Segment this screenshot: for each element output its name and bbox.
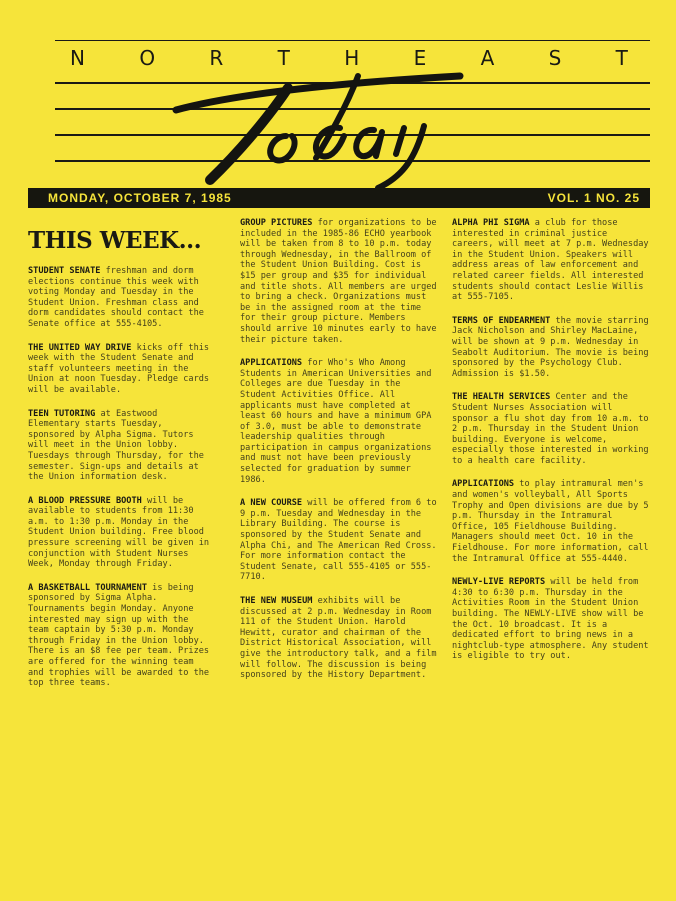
announcement-item <box>28 266 214 330</box>
announcement-item <box>240 596 440 681</box>
announcement-lead: TEEN TUTORING <box>28 408 96 419</box>
announcement-lead: TERMS OF ENDEARMENT <box>452 315 551 326</box>
announcement-lead: STUDENT SENATE <box>28 266 101 276</box>
masthead-letter: N <box>70 46 87 70</box>
announcement-lead: APPLICATIONS <box>452 479 515 490</box>
announcement-body: kicks off this week with the Student Senate and staff volunteers meeting in the Union at noon Tuesday. Pledge cards will be available. <box>28 342 210 395</box>
announcement-item <box>28 496 214 570</box>
masthead-letter: A <box>480 46 497 70</box>
announcement-item <box>240 358 440 485</box>
today-script-logo <box>168 58 468 188</box>
announcement-item <box>452 577 652 662</box>
announcement-lead: A BASKETBALL TOURNAMENT <box>28 582 147 593</box>
top-rule <box>55 40 650 41</box>
announcement-item <box>240 498 440 583</box>
announcement-lead: ALPHA PHI SIGMA <box>452 218 530 228</box>
issue-date: MONDAY, OCTOBER 7, 1985 <box>48 191 232 205</box>
section-title: THIS WEEK... <box>28 227 202 254</box>
masthead-letter: H <box>344 46 362 70</box>
announcement-body: for Who's Who Among Students in American Universities and Colleges are due Tuesday in the Student Activities Office. All applicants must have completed at least 60 hours and have a minimum GPA of 3.0, must be able to demonstrate leadership qualities through participation in campus organizations and must not have been previously selected for graduation by summer 1986. <box>240 358 432 485</box>
announcement-item <box>240 218 440 345</box>
announcement-item <box>28 409 214 483</box>
masthead-letter: S <box>548 46 564 70</box>
announcement-lead: A BLOOD PRESSURE BOOTH <box>28 495 142 506</box>
announcement-body: is being sponsored by Sigma Alpha. Tournaments begin Monday. Anyone interested may sign up with the team captain by 5:30 p.m. Monday through Friday in the Union lobby. There is an $8 fee per team. Prizes are offered for the winning team and trophies will be awarded to the top three teams. <box>28 582 210 689</box>
announcement-item <box>28 583 214 689</box>
masthead-letter: E <box>413 46 429 70</box>
announcement-body: for organizations to be included in the 1985-86 ECHO yearbook will be taken from 8 to 10 p.m. today through Wednesday, in the Ballroom of the Student Union Building. Cost is $15 per group and $35 for individual and title shots. All members are urged to bring a check. Organizations must be in the assigned room at the time for their group picture. Members should arrive 10 minutes early to have their picture taken. <box>240 218 437 345</box>
announcement-item <box>452 392 652 466</box>
announcement-lead: THE UNITED WAY DRIVE <box>28 342 132 353</box>
announcement-body: exhibits will be discussed at 2 p.m. Wednesday in Room 111 of the Student Union. Harold Hewitt, curator and chairman of the District Historical Association, will give the introductory talk, and a film will follow. The discussion is being sponsored by the History Department. <box>240 596 437 681</box>
masthead-letter: O <box>139 46 158 70</box>
masthead-letter: T <box>615 46 630 70</box>
announcement-item <box>452 316 652 380</box>
announcement-lead: THE NEW MUSEUM <box>240 596 313 606</box>
announcement-lead: THE HEALTH SERVICES <box>452 392 551 403</box>
announcement-body: will be offered from 6 to 9 p.m. Tuesday and Wednesday in the Library Building. The course is sponsored by the Student Senate and Alpha Chi, and The American Red Cross. For more information contact the Student Senate, call 555-4105 or 555-7710. <box>240 498 437 583</box>
announcement-body: Center and the Student Nurses Association will sponsor a flu shot day from 10 a.m. to 2 p.m. Thursday in the Student Union building. Everyone is welcome, especially those interested in working to a health care facility. <box>452 392 649 466</box>
date-bar <box>28 188 650 208</box>
column-3 <box>452 218 652 675</box>
announcement-item <box>28 343 214 396</box>
column-2 <box>240 218 440 694</box>
announcement-lead: GROUP PICTURES <box>240 218 313 228</box>
masthead-letter: T <box>277 46 292 70</box>
announcement-item <box>452 218 652 303</box>
announcement-body: the movie starring Jack Nicholson and Shirley MacLaine, will be shown at 9 p.m. Wednesday in Seabolt Auditorium. The movie is being sponsored by the Psychology Club. Admission is $1.50. <box>452 315 649 379</box>
announcement-body: a club for those interested in criminal justice careers, will meet at 7 p.m. Wednesday in the Student Union. Speakers will address areas of law enforcement and related career fields. All interested students should contact Leslie Willis at 555-7105. <box>452 218 649 303</box>
masthead-letter: R <box>209 46 226 70</box>
announcement-body: will be held from 4:30 to 6:30 p.m. Thursday in the Activities Room in the Student Union building. The NEWLY-LIVE show will be the Oct. 10 broadcast. It is a dedicated effort to bring news in a nightclub-type atmosphere. Any student is eligible to try out. <box>452 577 649 662</box>
issue-volume: VOL. 1 NO. 25 <box>547 191 640 205</box>
announcement-lead: APPLICATIONS <box>240 358 303 369</box>
announcement-lead: A NEW COURSE <box>240 498 303 509</box>
announcement-item <box>452 479 652 564</box>
announcement-body: to play intramural men's and women's volleyball, All Sports Trophy and Open divisions are due by 5 p.m. Thursday in the Intramural Office, 105 Fieldhouse Building. Managers should meet Oct. 10 in the Fieldhouse. For more information, call the Intramural Office at 555-4440. <box>452 479 649 564</box>
announcement-lead: NEWLY-LIVE REPORTS <box>452 577 546 588</box>
column-1 <box>28 218 214 702</box>
announcement-body: at Eastwood Elementary starts Tuesday, sponsored by Alpha Sigma. Tutors will meet in the Union lobby. Tuesdays through Thursday, for the semester. Sign-ups and details at the Union information desk. <box>28 408 204 483</box>
announcement-body: freshman and dorm elections continue this week with voting Monday and Tuesday in the Student Union. Freshman class and dorm candidates should contact the Senate office at 555-4105. <box>28 266 204 329</box>
announcement-body: will be available to students from 11:30 a.m. to 1:30 p.m. Monday in the Student Union building. Free blood pressure screening will be given in conjunction with Student Nurses Week, Monday through Friday. <box>28 495 210 570</box>
